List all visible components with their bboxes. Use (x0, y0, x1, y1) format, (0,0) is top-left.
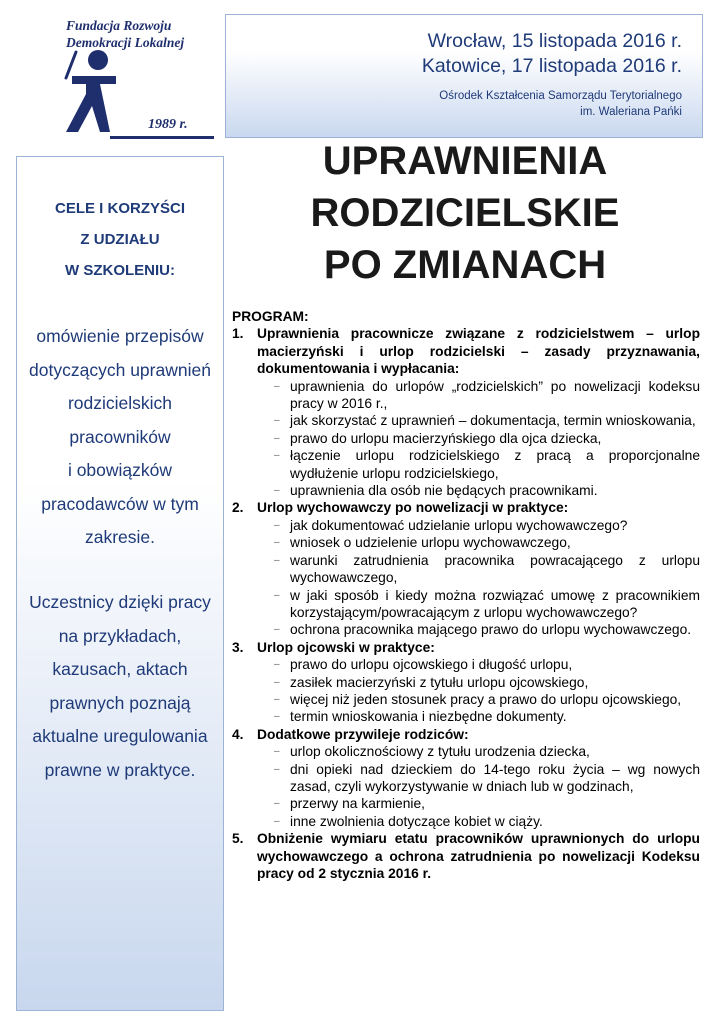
goals-sidebar (16, 156, 224, 1011)
program-subitem (257, 656, 700, 673)
dash-bullet-icon: – (274, 711, 280, 723)
sidebar-goals-text: omówienie przepisów dotyczących uprawnień rodzicielskich pracowników i obowiązków pracodawców w tym zakresie. (29, 326, 211, 547)
program-subitem (257, 552, 700, 587)
program-subitem (257, 482, 700, 499)
dash-bullet-icon: – (274, 798, 280, 810)
program-subitem-list (257, 743, 700, 830)
dash-bullet-icon: – (274, 676, 280, 688)
program-item (232, 325, 700, 499)
program-subitem-text: jak dokumentować udzielanie urlopu wychowawczego? (290, 517, 628, 533)
event-dates (422, 29, 682, 79)
program-label: PROGRAM: (232, 309, 309, 324)
walking-figure-icon (42, 48, 132, 143)
program-subitem (257, 430, 700, 447)
program-item-number: 2. (232, 500, 244, 516)
foundation-logo (62, 14, 212, 139)
program-subitem-text: dni opieki nad dzieckiem do 14-tego roku życia – wg nowych zasad, czyli wykorzystywanie w dniach lub w godzinach, (290, 761, 700, 794)
dash-bullet-icon: – (274, 815, 280, 827)
program-subitem-text: w jaki sposób i kiedy można rozwiązać umowę z pracownikiem korzystającym/powracającym z urlopu wychowawczego? (290, 587, 700, 620)
dash-bullet-icon: – (274, 763, 280, 775)
organizer-institution: Ośrodek Kształcenia Samorządu Terytorialnego im. Waleriana Pańki (439, 90, 682, 118)
event-header-box (225, 14, 703, 138)
dash-bullet-icon: – (274, 659, 280, 671)
program-subitem-text: prawo do urlopu ojcowskiego i długość urlopu, (290, 657, 573, 673)
dash-bullet-icon: – (274, 519, 280, 531)
dash-bullet-icon: – (274, 380, 280, 392)
program-item-title: Obniżenie wymiaru etatu pracowników uprawnionych do urlopu wychowawczego a ochrona zatrudnienia po nowelizacji Kodeksu pracy od 2 stycznia 2016 r. (257, 831, 700, 881)
sidebar-heading: CELE I KORZYŚCI Z UDZIAŁU W SZKOLENIU: (54, 200, 185, 279)
program-subitem-list (257, 517, 700, 639)
dash-bullet-icon: – (274, 624, 280, 636)
program-subitem-text: termin wnioskowania i niezbędne dokumenty. (290, 709, 567, 725)
program-item (232, 499, 700, 638)
program-subitem-text: więcej niż jeden stosunek pracy a prawo do urlopu ojcowskiego, (290, 691, 682, 707)
program-subitem (257, 743, 700, 760)
dash-bullet-icon: – (274, 537, 280, 549)
program-subitem-text: wniosek o udzielenie urlopu wychowawczego, (290, 535, 571, 551)
program-subitem (257, 412, 700, 429)
program-subitem (257, 587, 700, 622)
dash-bullet-icon: – (274, 450, 280, 462)
dash-bullet-icon: – (274, 415, 280, 427)
dash-bullet-icon: – (274, 485, 280, 497)
program-list (232, 325, 700, 882)
program-subitem-text: uprawnienia dla osób nie będących pracownikami. (290, 483, 598, 499)
program-subitem-list (257, 656, 700, 726)
program-item-title: Uprawnienia pracownicze związane z rodzicielstwem – urlop macierzyński i urlop rodzicielski – zasady przyznawania, dokumentowania i wypłacania: (257, 326, 700, 377)
program-subitem (257, 534, 700, 551)
dash-bullet-icon: – (274, 554, 280, 566)
program-subitem-text: urlop okolicznościowy z tytułu urodzenia dziecka, (290, 744, 590, 760)
program-subitem-text: prawo do urlopu macierzyńskiego dla ojca dziecka, (290, 430, 602, 446)
program-subitem (257, 795, 700, 812)
program-subitem-text: warunki zatrudnienia pracownika powracającego z urlopu wychowawczego, (290, 552, 700, 586)
program-item (232, 726, 700, 830)
program-subitem-text: zasiłek macierzyński z tytułu urlopu ojcowskiego, (290, 674, 589, 690)
program-subitem-text: ochrona pracownika mającego prawo do urlopu wychowawczego. (290, 622, 692, 638)
program-subitem (257, 708, 700, 725)
dash-bullet-icon: – (274, 589, 280, 601)
program-subitem-text: uprawnienia do urlopów „rodzicielskich” po nowelizacji kodeksu pracy w 2016 r., (290, 378, 700, 412)
program-item-number: 4. (232, 726, 244, 742)
program-subitem-text: inne zwolnienia dotyczące kobiet w ciąży. (290, 813, 543, 829)
logo-underline (110, 136, 214, 139)
program-item-title: Urlop ojcowski w praktyce: (257, 639, 435, 655)
program-subitem-list (257, 378, 700, 500)
program-subitem (257, 674, 700, 691)
program-subitem (257, 517, 700, 534)
program-item-number: 1. (232, 326, 244, 342)
program-subitem (257, 447, 700, 482)
program-item-number: 3. (232, 639, 244, 655)
program-subitem-text: jak skorzystać z uprawnień – dokumentacja, termin wnioskowania, (290, 413, 696, 429)
program-section (232, 308, 700, 882)
logo-year: 1989 r. (148, 117, 188, 132)
program-subitem (257, 813, 700, 830)
program-subitem (257, 621, 700, 638)
date-katowice: Katowice, 17 listopada 2016 r. (421, 55, 682, 77)
program-subitem-text: przerwy na karmienie, (290, 796, 425, 812)
program-subitem (257, 691, 700, 708)
program-subitem (257, 761, 700, 796)
logo-org-name: Fundacja Rozwoju Demokracji Lokalnej (66, 18, 185, 50)
dash-bullet-icon: – (274, 432, 280, 444)
dash-bullet-icon: – (274, 693, 280, 705)
dash-bullet-icon: – (274, 746, 280, 758)
program-item-title: Dodatkowe przywileje rodziców: (257, 726, 469, 742)
document-title: UPRAWNIENIA RODZICIELSKIE PO ZMIANACH (310, 139, 620, 287)
program-item-title: Urlop wychowawczy po nowelizacji w praktyce: (257, 500, 569, 516)
program-item (232, 830, 700, 882)
program-item-number: 5. (232, 831, 244, 847)
program-subitem (257, 378, 700, 413)
program-item (232, 639, 700, 726)
sidebar-benefits-text: Uczestnicy dzięki pracy na przykładach, kazusach, aktach prawnych poznają aktualne uregulowania prawne w praktyce. (29, 592, 211, 780)
date-wroclaw: Wrocław, 15 listopada 2016 r. (427, 30, 682, 52)
program-subitem-text: łączenie urlopu rodzicielskiego z pracą a proporcjonalne wydłużenie urlopu rodzicielskiego, (290, 448, 700, 481)
